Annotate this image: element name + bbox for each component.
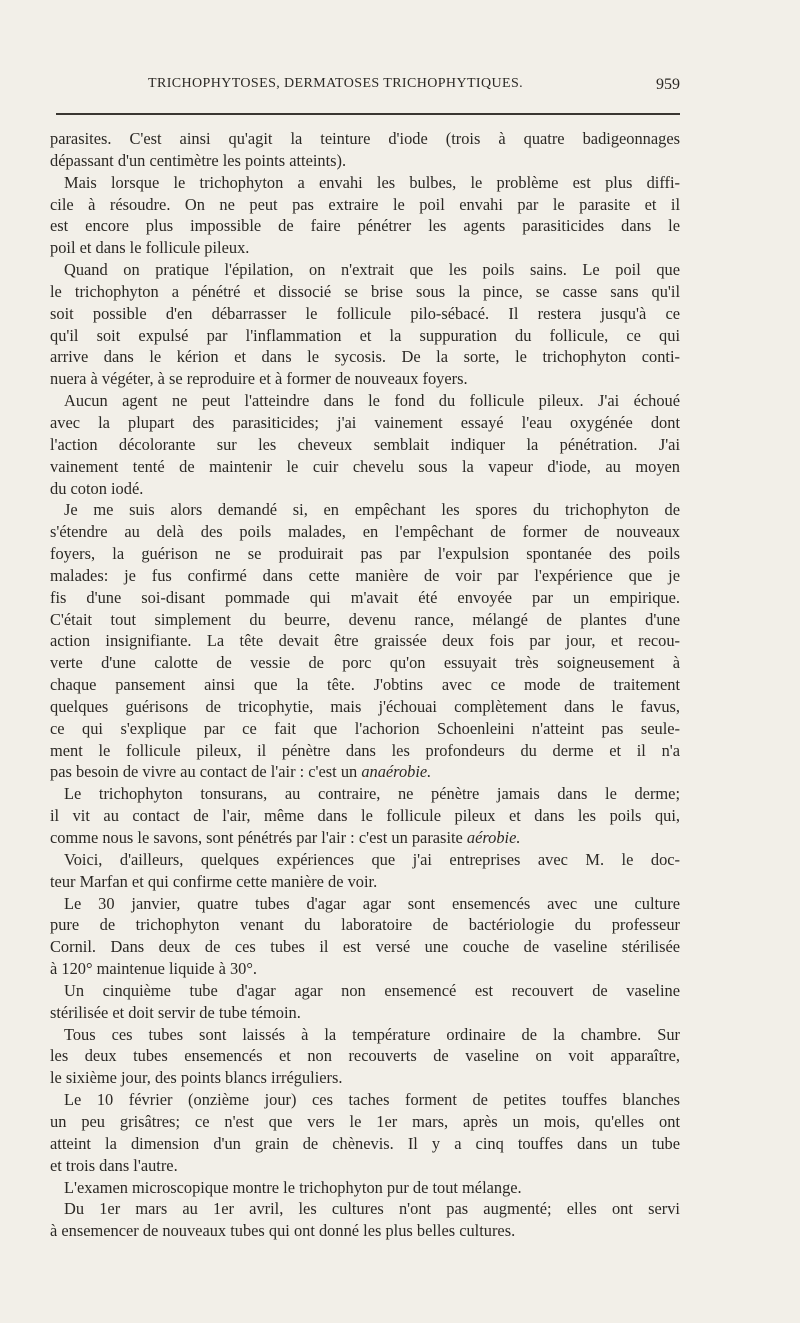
text-line: l'action décolorante sur les cheveux semblait indiquer la pénétration. J'ai [50, 434, 680, 454]
header-rule [56, 113, 680, 115]
text-line: C'était tout simplement du beurre, devenu rance, mélangé de plantes d'une [50, 609, 680, 629]
text-line: arrive dans le kérion et dans le sycosis. De la sorte, le trichophyton conti- [50, 347, 680, 367]
text-line: ment le follicule pileux, il pénètre dans les profondeurs du derme et il n'a [50, 740, 680, 760]
text-line: Voici, d'ailleurs, quelques expériences que j'ai entreprises avec M. le doc- [64, 849, 680, 869]
text-line: Tous ces tubes sont laissés à la température ordinaire de la chambre. Sur [64, 1024, 680, 1044]
page-number: 959 [656, 76, 680, 93]
running-title: TRICHOPHYTOSES, DERMATOSES TRICHOPHYTIQUES. [148, 76, 524, 91]
italic-term-aerobie: aérobie. [466, 828, 521, 847]
text-line: verte d'une calotte de vessie de porc qu'on essuyait très soigneusement à [50, 653, 680, 673]
text-line: atteint la dimension d'un grain de chènevis. Il y a cinq touffes dans un tube [50, 1133, 680, 1153]
text-line: du coton iodé. [50, 478, 144, 498]
text-line: à 120° maintenue liquide à 30°. [50, 959, 258, 979]
text-line: pure de trichophyton venant du laboratoire de bactériologie du professeur [50, 915, 680, 935]
text-line [50, 761, 680, 783]
text-line: poil et dans le follicule pileux. [50, 238, 250, 258]
text-line: Un cinquième tube d'agar agar non ensemencé est recouvert de vaseline [64, 980, 680, 1000]
text-line: Aucun agent ne peut l'atteindre dans le fond du follicule pileux. J'ai échoué [64, 391, 680, 411]
text-line: le trichophyton a pénétré et dissocié se brise sous la pince, se casse sans qu'il [50, 281, 680, 301]
text-line: Quand on pratique l'épilation, on n'extrait que les poils sains. Le poil que [64, 260, 680, 280]
text-line: Du 1er mars au 1er avril, les cultures n'ont pas augmenté; elles ont servi [64, 1199, 680, 1219]
text-line: Cornil. Dans deux de ces tubes il est versé une couche de vaseline stérilisée [50, 937, 680, 957]
text-line: et trois dans l'autre. [50, 1155, 178, 1175]
text-line: cile à résoudre. On ne peut pas extraire le poil envahi par le parasite et il [50, 194, 680, 214]
text-line: soit possible d'en débarrasser le follicule pilo-sébacé. Il restera jusqu'à ce [50, 303, 680, 323]
text-line-start: comme nous le savons, sont pénétrés par l'air : c'est un parasite [50, 828, 467, 847]
text-line: quelques guérisons de tricophytie, mais j'échouai complètement dans le favus, [50, 696, 680, 716]
text-line: L'examen microscopique montre le trichophyton pur de tout mélange. [64, 1177, 522, 1197]
text-line: est encore plus impossible de faire pénétrer les agents parasiticides dans le [50, 216, 680, 236]
text-line: Le trichophyton tonsurans, au contraire, ne pénètre jamais dans le derme; [64, 784, 680, 804]
text-line: vainement tenté de maintenir le cuir chevelu sous la vapeur d'iode, au moyen [50, 456, 680, 476]
text-line: qu'il soit expulsé par l'inflammation et la suppuration du follicule, ce qui [50, 325, 680, 345]
text-line: foyers, la guérison ne se produirait pas par l'expulsion spontanée des poils [50, 544, 680, 564]
text-line: action insignifiante. La tête devait être graissée deux fois par jour, et recou- [50, 631, 680, 651]
text-line: Le 30 janvier, quatre tubes d'agar agar sont ensemencés avec une culture [64, 893, 680, 913]
text-line: un peu grisâtres; ce n'est que vers le 1er mars, après un mois, qu'elles ont [50, 1111, 680, 1131]
body-text [50, 128, 680, 1242]
text-line: dépassant d'un centimètre les points atteints). [50, 150, 347, 170]
text-line: avec la plupart des parasiticides; j'ai vainement essayé l'eau oxygénée dont [50, 412, 680, 432]
text-line [50, 827, 680, 849]
running-head [50, 76, 680, 98]
text-line: chaque pansement ainsi que la tête. J'obtins avec ce mode de traitement [50, 675, 680, 695]
text-line: le sixième jour, des points blancs irréguliers. [50, 1068, 343, 1088]
text-line: Mais lorsque le trichophyton a envahi les bulbes, le problème est plus diffi- [64, 172, 680, 192]
text-line: fis d'une soi-disant pommade qui m'avait été envoyée par un empirique. [50, 587, 680, 607]
text-line: nuera à végéter, à se reproduire et à former de nouveaux foyers. [50, 369, 468, 389]
text-line: parasites. C'est ainsi qu'agit la teinture d'iode (trois à quatre badigeonnages [50, 129, 680, 148]
italic-term-anaerobie: anaérobie. [361, 762, 432, 782]
text-line: les deux tubes ensemencés et non recouverts de vaseline on voit apparaître, [50, 1046, 680, 1066]
text-line: malades: je fus confirmé dans cette manière de voir par l'expérience que je [50, 565, 680, 585]
text-line: stérilisée et doit servir de tube témoin. [50, 1002, 301, 1022]
text-line-start: pas besoin de vivre au contact de l'air : c'est un [50, 762, 362, 782]
text-line: Le 10 février (onzième jour) ces taches forment de petites touffes blanches [64, 1090, 680, 1110]
text-line: teur Marfan et qui confirme cette manière de voir. [50, 871, 378, 891]
text-line: Je me suis alors demandé si, en empêchant les spores du trichophyton de [64, 500, 680, 520]
text-line: il vit au contact de l'air, même dans le follicule pileux et dans les poils qui, [50, 806, 680, 826]
text-line: s'étendre au delà des poils malades, en l'empêchant de former de nouveaux [50, 522, 680, 542]
text-line: à ensemencer de nouveaux tubes qui ont donné les plus belles cultures. [50, 1221, 516, 1241]
text-line: ce qui s'explique par ce fait que l'achorion Schoenleini n'atteint pas seule- [50, 718, 680, 738]
